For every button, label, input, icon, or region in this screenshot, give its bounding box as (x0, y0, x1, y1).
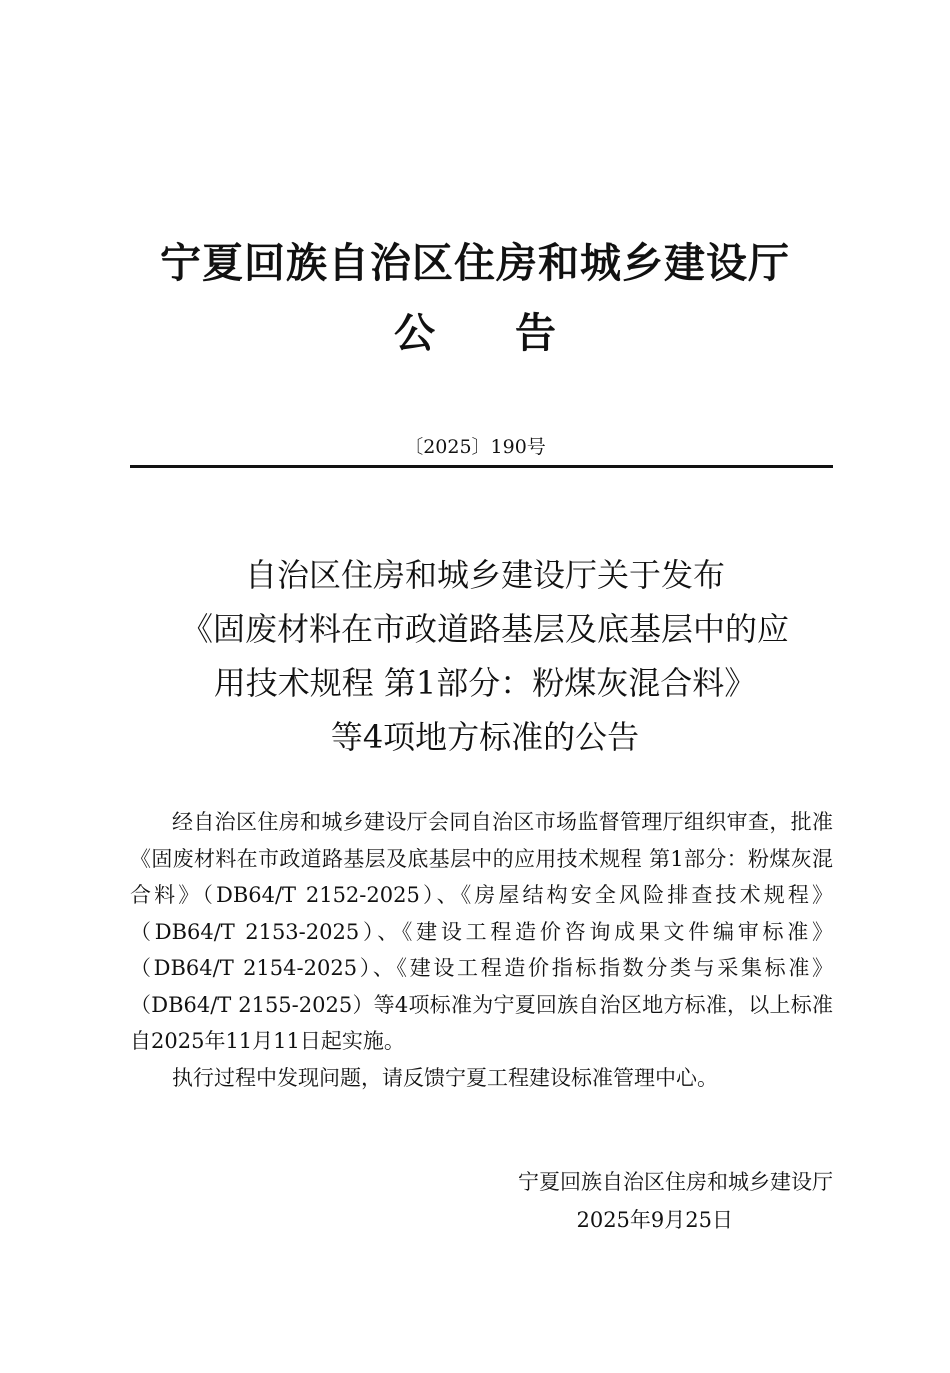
notice-body (130, 804, 833, 1096)
sign-date: 2025年9月25日 (576, 1208, 733, 1232)
notice-title (100, 548, 870, 764)
notice-title-line: 自治区住房和城乡建设厅关于发布 (244, 556, 725, 594)
notice-title-line: 《固废材料在市政道路基层及底基层中的应 (180, 610, 789, 648)
notice-title-line: 用技术规程 第1部分：粉煤灰混合料》 (213, 664, 757, 702)
header-divider (130, 465, 833, 468)
body-paragraph: 执行过程中发现问题，请反馈宁夏工程建设标准管理中心。 (172, 1065, 718, 1090)
org-title: 宁夏回族自治区住房和城乡建设厅 (160, 239, 790, 287)
notice-title-line: 等4项地方标准的公告 (330, 718, 640, 756)
signer-org: 宁夏回族自治区住房和城乡建设厅 (518, 1170, 833, 1194)
doc-number: 〔2025〕190号 (404, 436, 546, 458)
doc-type-heading: 公告 (394, 309, 636, 357)
body-paragraph: 经自治区住房和城乡建设厅会同自治区市场监督管理厅组织审查，批准《固废材料在市政道路基层及底基层中的应用技术规程 第1部分：粉煤灰混合料》（DB64/T 2152-2025）、《房屋结构安全风险排查技术规程》（DB64/T 2153-2025）、《建设工程造价咨询成果文件编审标准》（DB64/T 2154-2025）、《建设工程造价指标指数分类与采集标准》（DB64/T 2155-2025）等4项标准为宁夏回族自治区地方标准，以上标准自2025年11月11日起实施。 (130, 810, 833, 1053)
